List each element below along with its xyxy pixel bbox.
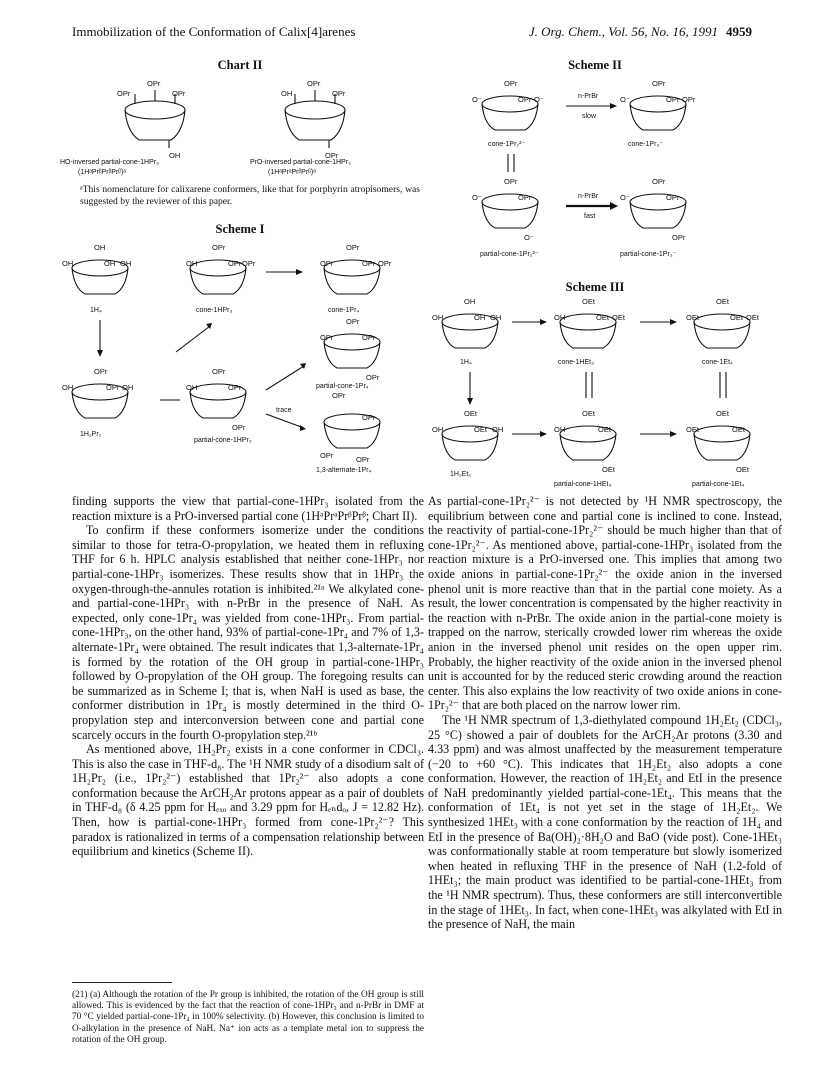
scheme1-label-0: 1H₄	[90, 307, 102, 314]
subst-oh: OH	[281, 89, 293, 98]
subst-oet: OEt	[716, 297, 729, 306]
scheme1-label-4: 1H₂Pr₂	[80, 431, 102, 438]
subst-opr: OPr	[362, 413, 376, 422]
chart2-figure	[60, 68, 480, 188]
subst-oh: OH	[62, 383, 74, 392]
subst-opr: OPr	[652, 177, 666, 186]
subst-oh: OH	[554, 425, 566, 434]
scheme1-title: Scheme I	[215, 222, 265, 236]
subst-opr: OPr	[320, 259, 334, 268]
body-left-column	[72, 494, 424, 859]
subst-oh: OH	[554, 313, 566, 322]
scheme3-label-1: cone-1HEt₃	[558, 359, 594, 366]
subst-oet: OEt	[612, 313, 625, 322]
chart2-label-1b: (1HᵃPrᵝPrᵝPrᵝ)ᵃ	[78, 169, 126, 176]
chart2-label-1: HO-inversed partial-cone-1HPr₃	[60, 159, 159, 166]
scheme1-molecule-1h4	[62, 243, 131, 294]
scheme2-slow: slow	[582, 113, 597, 120]
scheme2-reagent-1: n-PrBr	[578, 93, 599, 100]
scheme1-molecule-1-3-alternate-1pr4	[320, 391, 380, 464]
subst-oet: OEt	[596, 313, 609, 322]
subst-oh: OH	[474, 313, 486, 322]
scheme2-partial-cone-1pr2	[472, 177, 538, 242]
subst-opr: OPr	[346, 317, 360, 326]
body-right-paragraph: As partial-cone-1Pr₂²⁻ is not detected by ¹H NMR spectroscopy, the equilibrium between cone and partial cone is inclined to cone. Instead, the reactivity of partial-cone-1Pr₂²⁻ should be much higher than that of cone-1Pr₂²⁻. As mentioned above, partial-cone-1HPr₃ isolated from the reaction mixture is a PrO-inversed one. This implies that among two oxide anions in partial-cone-1Pr₂²⁻ the oxide anion in the inversed phenol unit is more reactive than that in the partial cone moiety. As a result, the lower concentration is compensated by the higher reactivity in the reaction with n-PrBr. The oxide anion in the partial-cone moiety is trapped on the narrow, sterically crowded lower rim whereas the oxide anion in the inversed phenol unit resides on the open upper rim. Probably, the higher reactivity of the oxide anion in the inversed phenol unit is accounted for by the reduced steric crowding around the reaction center. This also explains the low reactivity of two oxide anions in cone-1Pr₂²⁻ that are both placed on the narrow lower rim.	[428, 494, 782, 713]
subst-opr: OPr	[682, 95, 696, 104]
scheme3-label-0: 1H₄	[460, 359, 472, 366]
subst-ominus: O⁻	[620, 95, 630, 104]
scheme3-partial-cone-1et4	[686, 409, 750, 474]
scheme1-molecule-partial-cone-1hpr3	[186, 367, 246, 432]
footnote-divider	[72, 982, 172, 983]
subst-opr: OPr	[366, 373, 380, 382]
subst-opr: OPr	[320, 451, 334, 460]
subst-opr: OPr	[212, 367, 226, 376]
subst-ominus: O⁻	[472, 95, 482, 104]
subst-opr: OPr	[242, 259, 256, 268]
page-number: 4959	[726, 24, 752, 39]
scheme1-molecule-cone-1hpr3	[186, 243, 256, 294]
subst-oet: OEt	[746, 313, 759, 322]
subst-ominus: O⁻	[534, 95, 544, 104]
subst-oh: OH	[169, 151, 181, 160]
scheme3-1h2et2	[432, 409, 503, 460]
subst-opr: OPr	[652, 79, 666, 88]
scheme1-molecule-partial-cone-1pr4	[320, 317, 380, 382]
subst-opr: OPr	[212, 243, 226, 252]
subst-oet: OEt	[686, 313, 699, 322]
subst-opr: OPr	[518, 95, 532, 104]
subst-oet: OEt	[464, 409, 477, 418]
scheme2-partial-cone-1pr3	[620, 177, 686, 242]
subst-opr: OPr	[117, 89, 131, 98]
body-left-paragraph: As mentioned above, 1H₂Pr₂ exists in a cone conformer in CDCl₃. This is also the case in THF-d₈. The ¹H NMR study of a disodium salt of 1H₂Pr₂ (i.e., 1Pr₂²⁻) established that 1Pr₂²⁻ also adopts a cone conformation because the ArCH₂Ar protons appear as a pair of doublets in THF-d₈ (δ 4.25 ppm for Hₑₓₒ and 3.29 ppm for Hₑₙdₒ, J = 12.82 Hz). Then, how is partial-cone-1HPr₃ formed from cone-1Pr₂²⁻? This paradox is rationalized in terms of a compensation relationship between equilibrium and kinetics (Scheme II).	[72, 742, 424, 859]
scheme2-label-0: cone-1Pr₂²⁻	[488, 141, 526, 148]
subst-oet: OEt	[602, 465, 615, 474]
subst-oet: OEt	[582, 409, 595, 418]
scheme1-label-5: partial-cone-1HPr₃	[194, 437, 252, 444]
scheme3-label-3: 1H₂Et₂	[450, 471, 471, 478]
scheme2-cone-1pr3	[620, 79, 696, 130]
scheme3-title: Scheme III	[565, 280, 625, 294]
chart2-title: Chart II	[217, 58, 263, 72]
subst-oh: OH	[492, 425, 504, 434]
scheme2-label-3: partial-cone-1Pr₃⁻	[620, 251, 677, 258]
subst-oh: OH	[122, 383, 134, 392]
subst-oh: OH	[62, 259, 74, 268]
subst-opr: OPr	[362, 259, 376, 268]
subst-oh: OH	[432, 313, 444, 322]
journal-citation	[529, 24, 752, 40]
subst-opr: OPr	[106, 383, 120, 392]
subst-ominus: O⁻	[620, 193, 630, 202]
subst-opr: OPr	[362, 333, 376, 342]
subst-opr: OPr	[307, 79, 321, 88]
scheme1-label-1: cone-1HPr₃	[196, 307, 233, 314]
scheme3-partial-cone-1het3	[554, 409, 616, 474]
scheme2-label-1: cone-1Pr₃⁻	[628, 141, 663, 148]
subst-opr: OPr	[228, 259, 242, 268]
running-title: Immobilization of the Conformation of Calix[4]arenes	[72, 24, 356, 39]
subst-oet: OEt	[686, 425, 699, 434]
subst-oet: OEt	[730, 313, 743, 322]
subst-opr: OPr	[232, 423, 246, 432]
scheme2-fast: fast	[584, 213, 596, 220]
subst-oet: OEt	[598, 425, 611, 434]
subst-oh: OH	[186, 259, 198, 268]
subst-opr: OPr	[518, 193, 532, 202]
chart2-molecule-2	[281, 79, 346, 160]
scheme3-figure	[430, 290, 810, 490]
subst-oh: OH	[104, 259, 116, 268]
subst-ominus: O⁻	[472, 193, 482, 202]
subst-oh: OH	[490, 313, 502, 322]
journal-name: J. Org. Chem., Vol. 56, No. 16, 1991	[528, 24, 718, 39]
body-left-paragraph: finding supports the view that partial-cone-1HPr₃ isolated from the reaction mixture is a PrO-inversed partial cone (1HᵃPrᵃPrᵝPrᵝ; Chart II).	[72, 494, 424, 523]
body-left-paragraph: To confirm if these conformers isomerize under the conditions similar to those for tetra-O-propylation, we heated them in refluxing THF for 6 h. HPLC analysis established that neither cone-1HPr₃ nor partial-cone-1HPr₃ isomerizes. These results show that in 1HPr₃ the oxygen-through-the-annules rotation is inhibited.²¹ᵃ We alkylated cone- and partial-cone-1HPr₃ with n-PrBr in the presence of NaH. As expected, only cone-1Pr₄ was yielded from cone-1HPr₃. From partial-cone-1HPr₃, on the other hand, 93% of partial-cone-1Pr₄ and 7% of 1,3-alternate-1Pr₄ were obtained. The result indicates that 1,3-alternate-1Pr₄ is formed by the rotation of the OH group in partial-cone-1HPr₃ followed by O-propylation of the OH group. The foregoing results can be summarized as in Scheme I; that is, when NaH is used as base, the conformer distribution in 1Pr₄ is mostly determined in the third O-propylation step and interconversion between cone and partial cone scarcely occurs in the fourth O-propylation step.²¹ᵇ	[72, 523, 424, 742]
subst-oet: OEt	[732, 425, 745, 434]
subst-opr: OPr	[332, 391, 346, 400]
scheme2-title: Scheme II	[568, 58, 622, 72]
subst-opr: OPr	[504, 177, 518, 186]
scheme3-label-5: partial-cone-1Et₄	[692, 481, 745, 488]
subst-oet: OEt	[736, 465, 749, 474]
scheme2-figure	[470, 68, 810, 268]
subst-opr: OPr	[320, 333, 334, 342]
subst-opr: OPr	[332, 89, 346, 98]
subst-oh: OH	[432, 425, 444, 434]
chart2-label-2: PrO-inversed partial-cone-1HPr₃	[250, 159, 351, 166]
subst-opr: OPr	[666, 193, 680, 202]
subst-opr: OPr	[504, 79, 518, 88]
scheme1-label-6: 1,3-alternate-1Pr₄	[316, 467, 372, 474]
subst-oet: OEt	[474, 425, 487, 434]
footnote-21: (21) (a) Although the rotation of the Pr group is inhibited, the rotation of the OH group is still allowed. This is evidenced by the fact that the reaction of cone-1HPr₃ and n-PrBr in DMF at 70 °C yielded partial-cone-1Pr₄ in 100% selectivity. (b) However, this conclusion is limited to O-alkylation in the presence of NaH. Na⁺ ion acts as a template metal ion to suppress the rotation of the OH group.	[72, 990, 424, 1045]
subst-ominus: O⁻	[524, 233, 534, 242]
subst-opr: OPr	[325, 151, 339, 160]
subst-opr: OPr	[346, 243, 360, 252]
subst-oh: OH	[94, 243, 106, 252]
subst-opr: OPr	[94, 367, 108, 376]
scheme3-1h4	[432, 297, 501, 348]
subst-opr: OPr	[147, 79, 161, 88]
chart2-footnote: ᵃThis nomenclature for calixarene conformers, like that for porphyrin atropisomers, was suggested by the reviewer of this paper.	[80, 184, 420, 207]
scheme1-molecule-cone-1pr4	[320, 243, 392, 294]
subst-opr: OPr	[356, 455, 370, 464]
chart2-molecule-1	[117, 79, 186, 160]
scheme1-trace: trace	[276, 407, 292, 414]
scheme3-cone-1het3	[554, 297, 626, 348]
scheme3-label-4: partial-cone-1HEt₃	[554, 481, 612, 488]
scheme1-label-2: cone-1Pr₄	[328, 307, 360, 314]
subst-opr: OPr	[672, 233, 686, 242]
scheme2-label-2: partial-cone-1Pr₂²⁻	[480, 251, 539, 258]
subst-opr: OPr	[172, 89, 186, 98]
scheme1-label-3: partial-cone-1Pr₄	[316, 383, 369, 390]
scheme1-molecule-1h2pr2	[62, 367, 133, 418]
subst-opr: OPr	[228, 383, 242, 392]
chart2-label-2b: (1HᵃPrᵃPrᵝPrᵝ)ᵃ	[268, 169, 316, 176]
subst-opr: OPr	[666, 95, 680, 104]
scheme2-cone-1pr2	[472, 79, 544, 130]
body-right-paragraph: The ¹H NMR spectrum of 1,3-diethylated compound 1H₂Et₂ (CDCl₃, 25 °C) showed a pair of doublets for the ArCH₂Ar protons (3.30 and 4.33 ppm) and was almost unaffected by the measurement temperature (−20 to +60 °C). This indicates that 1H₂Et₂ also adopts a cone conformation. However, the reaction of 1H₂Et₂ and EtI in the presence of NaH predominantly yielded partial-cone-1Et₄. This means that the conformation of 1Et₄ is not yet set in the stage of 1H₂Et₂. We synthesized 1HEt₃ with a cone conformation by the reaction of 1H₄ and EtI in the presence of Ba(OH)₂·8H₂O and BaO (vide post). Cone-1HEt₃ was conformationally stable at room temperature but slowly isomerized when heated in refluxing THF in the presence of NaH (1.2-fold of 1HEt₃; the main product was identified to be partial-cone-1HEt₃ from the ¹H NMR spectrum). Thus, these conformers are still interconvertible in the stage of 1HEt₃. In fact, when cone-1HEt₃ was alkylated with EtI in the presence of NaH, the main	[428, 712, 783, 932]
subst-oh: OH	[186, 383, 198, 392]
subst-oet: OEt	[716, 409, 729, 418]
subst-opr: OPr	[378, 259, 392, 268]
scheme2-reagent-2: n-PrBr	[578, 193, 599, 200]
scheme3-label-2: cone-1Et₄	[702, 359, 733, 366]
subst-oet: OEt	[582, 297, 595, 306]
subst-oh: OH	[464, 297, 476, 306]
body-right-column	[428, 494, 782, 932]
subst-oh: OH	[120, 259, 132, 268]
scheme1-figure	[60, 232, 420, 472]
scheme3-cone-1et4	[686, 297, 760, 348]
